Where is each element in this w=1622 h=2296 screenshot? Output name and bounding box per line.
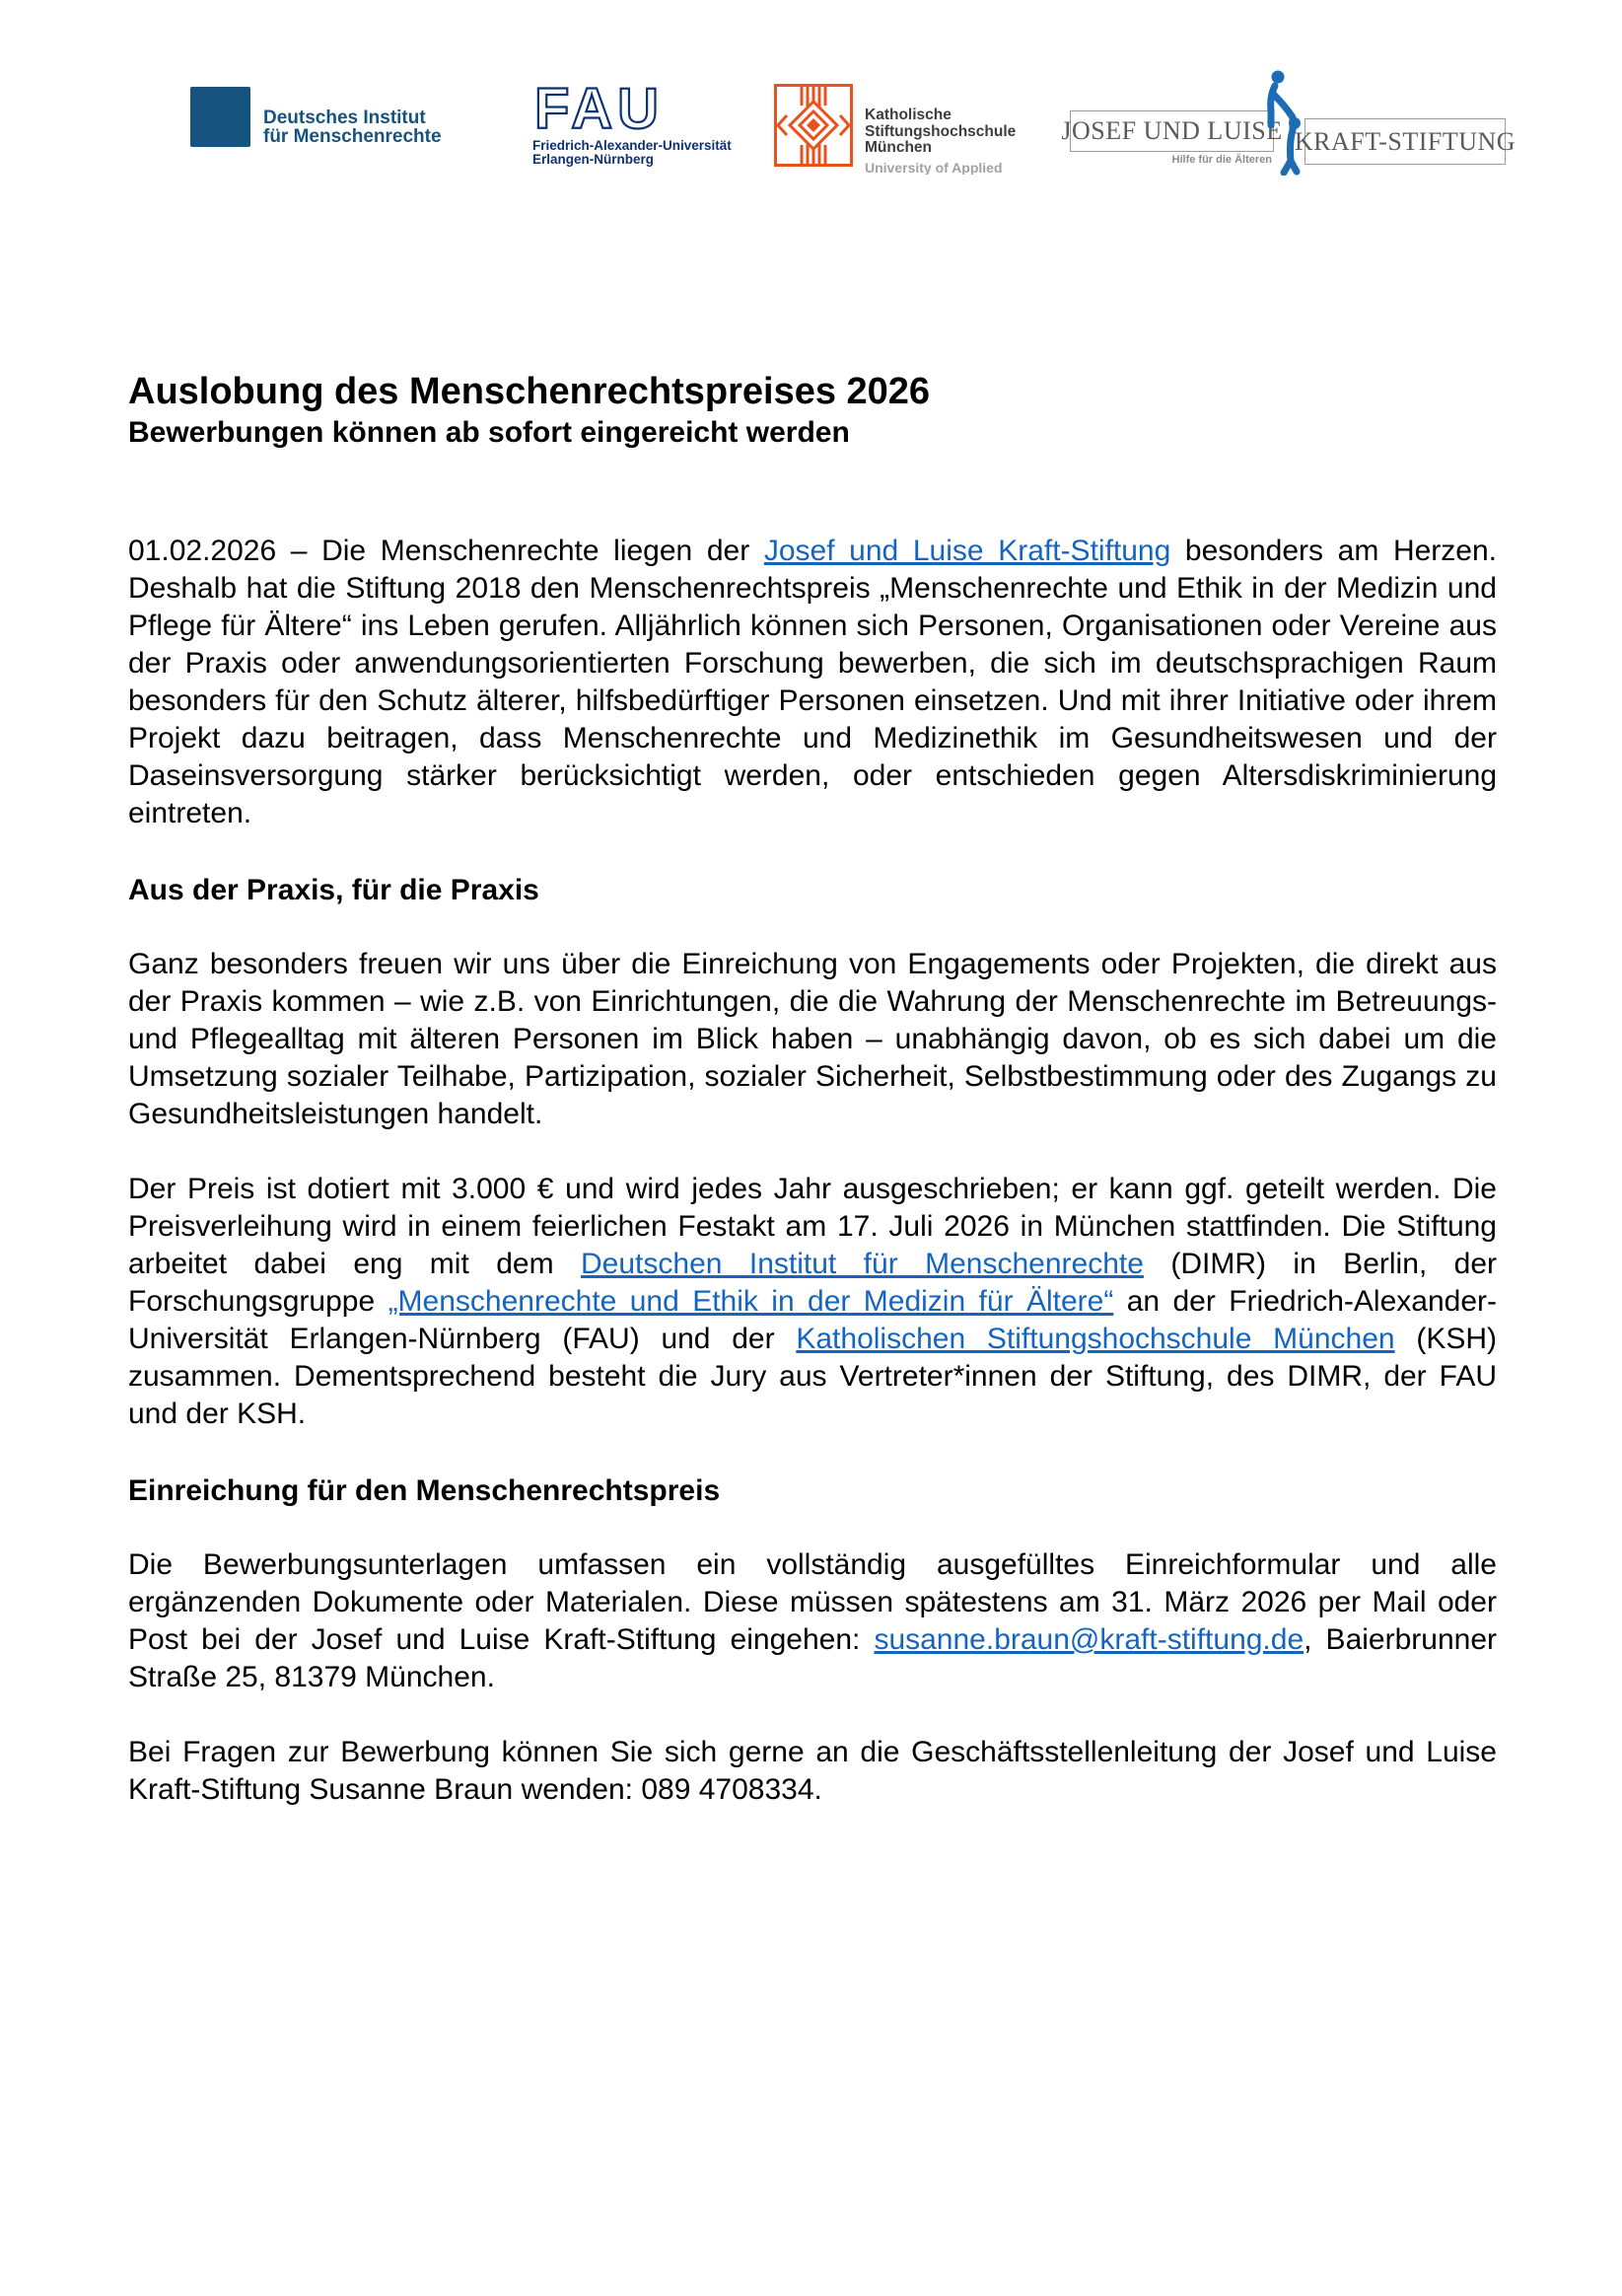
ksh-logo-line3: München bbox=[865, 139, 933, 156]
paragraph-intro bbox=[128, 533, 1497, 832]
ksh-logo-line2: Stiftungshochschule bbox=[865, 122, 1017, 140]
paragraph-einreichung-2 bbox=[128, 1734, 1497, 1809]
text-run: (KSH) zusammen. Dementsprechend besteht die Jury aus Vertreter*innen der Stiftung, des DIMR, der FAU und der KSH. bbox=[128, 1323, 1497, 1430]
ksh-logo-line1: Katholische bbox=[865, 107, 952, 123]
press-release-body bbox=[128, 369, 1497, 1809]
kraft-helping-figures-icon bbox=[1247, 69, 1311, 176]
text-run: , Baierbrunner Straße 25, 81379 München. bbox=[128, 1623, 1497, 1693]
fau-logo-line1: Friedrich-Alexander-Universität bbox=[532, 138, 732, 153]
ksh-logo-subtitle: University of Applied bbox=[865, 159, 1003, 175]
paragraph-einreichung-1 bbox=[128, 1546, 1497, 1696]
kraft-logo-box-left bbox=[1061, 110, 1283, 152]
text-link[interactable]: Deutschen Institut für Menschenrechte bbox=[581, 1248, 1144, 1280]
kraft-logo bbox=[1061, 69, 1516, 179]
section-heading-einreichung: Einreichung für den Menschenrechtspreis bbox=[128, 1474, 721, 1507]
section-heading-praxis: Aus der Praxis, für die Praxis bbox=[128, 874, 539, 906]
text-run: Ganz besonders freuen wir uns über die Einreichung von Engagements oder Projekten, die direkt aus der Praxis kommen – wie z.B. von Einrichtungen, die die Wahrung der Menschenrechte im Betreuungs- und Pflegealltag mit älteren Personen im Blick haben – unabhängig davon, ob es sich dabei um die Umsetzung sozialer Teilhabe, Partizipation, sozialer Sicherheit, Selbstbestimmung oder des Zugangs zu Gesundheitsleistungen handelt. bbox=[128, 948, 1497, 1130]
text-run: (DIMR) in Berlin, der Forschungsgruppe bbox=[128, 1248, 1497, 1318]
kraft-logo-tagline: Hilfe für die Älteren bbox=[1171, 154, 1272, 166]
ksh-logo-mark-icon bbox=[774, 84, 853, 167]
kraft-logo-name-right: KRAFT-STIFTUNG bbox=[1294, 126, 1516, 156]
dimr-logo bbox=[190, 87, 442, 147]
dimr-logo-line2: für Menschenrechte bbox=[263, 126, 442, 147]
logo-header bbox=[0, 0, 1622, 237]
kraft-logo-name-left: JOSEF UND LUISE bbox=[1061, 116, 1283, 145]
fau-logo-line2: Erlangen-Nürnberg bbox=[532, 151, 655, 167]
text-run: 01.02.2026 – Die Menschenrechte liegen der bbox=[128, 535, 764, 567]
dimr-logo-mark-icon bbox=[190, 87, 250, 147]
ksh-logo bbox=[774, 84, 1044, 175]
text-run: Bei Fragen zur Bewerbung können Sie sich gerne an die Geschäftsstellenleitung der Josef und Luise Kraft-Stiftung Susanne Braun wenden: 089 4708334. bbox=[128, 1736, 1497, 1806]
kraft-logo-box-right bbox=[1294, 118, 1516, 165]
fau-logo bbox=[532, 79, 732, 166]
text-run: Die Bewerbungsunterlagen umfassen ein vollständig ausgefülltes Einreichformular und alle ergänzenden Dokumente oder Materialen. Diese müssen spätestens am 31. März 2026 per Mail oder Post bei der Josef und Luise Kraft-Stiftung eingehen: bbox=[128, 1548, 1497, 1656]
text-run: an der Friedrich-Alexander-Universität Erlangen-Nürnberg (FAU) und der bbox=[128, 1285, 1498, 1355]
text-run: Der Preis ist dotiert mit 3.000 € und wird jedes Jahr ausgeschrieben; er kann ggf. geteilt werden. Die Preisverleihung wird in einem feierlichen Festakt am 17. Juli 2026 in München stattfinden. Die Stiftung arbeitet dabei eng mit dem bbox=[128, 1173, 1497, 1280]
fau-logo-mark-icon bbox=[532, 79, 688, 136]
text-link[interactable]: Katholischen Stiftungshochschule München bbox=[796, 1323, 1395, 1355]
document-title: Auslobung des Menschenrechtspreises 2026 bbox=[128, 371, 931, 412]
fau-acronym: FAU bbox=[534, 79, 664, 136]
dimr-logo-line1: Deutsches Institut bbox=[263, 108, 426, 128]
text-link[interactable]: „Menschenrechte und Ethik in der Medizin für Ältere“ bbox=[388, 1285, 1114, 1318]
text-run: besonders am Herzen. Deshalb hat die Stiftung 2018 den Menschenrechtspreis „Menschenrechte und Ethik in der Medizin und Pflege für Ältere“ ins Leben gerufen. Alljährlich können sich Personen, Organisationen oder Vereine aus der Praxis oder anwendungsorientierten Forschung bewerben, die sich im deutschsprachigen Raum besonders für den Schutz älterer, hilfsbedürftiger Personen einsetzen. Und mit ihrer Initiative oder ihrem Projekt dazu beitragen, dass Menschenrechte und Medizinethik im Gesundheitswesen und der Daseinsversorgung stärker berücksichtigt werden, oder entschieden gegen Altersdiskriminierung eintreten. bbox=[128, 535, 1498, 829]
paragraph-praxis-2 bbox=[128, 1171, 1497, 1433]
text-link[interactable]: susanne.braun@kraft-stiftung.de bbox=[874, 1623, 1305, 1656]
document-subtitle: Bewerbungen können ab sofort eingereicht werden bbox=[128, 416, 850, 449]
paragraph-praxis-1 bbox=[128, 946, 1497, 1133]
text-link[interactable]: Josef und Luise Kraft-Stiftung bbox=[763, 535, 1171, 567]
